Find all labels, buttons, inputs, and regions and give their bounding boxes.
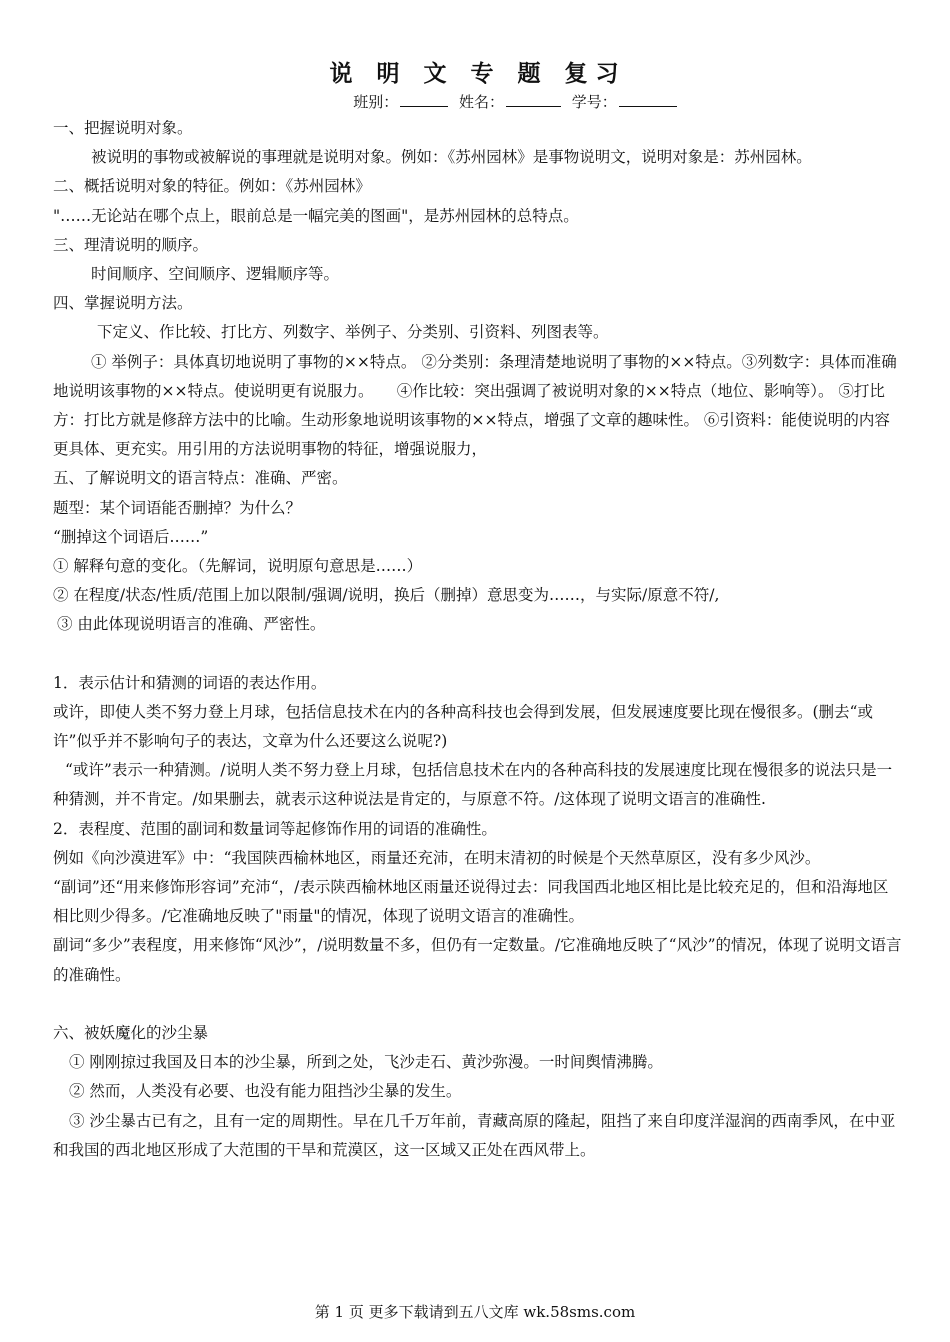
section-6-heading: 六、被妖魔化的沙尘暴 bbox=[53, 1023, 209, 1042]
section-1-body: 被说明的事物或被解说的事理就是说明对象。例如：《苏州园林》是事物说明文，说明对象是：苏州园林。 bbox=[91, 148, 812, 167]
id-label: 学号： bbox=[571, 93, 617, 111]
section-5-heading: 五、了解说明文的语言特点：准确、严密。 bbox=[53, 469, 348, 488]
page-footer: 第 1 页 更多下载请到五八文库 wk.58sms.com bbox=[314, 1303, 636, 1321]
section-6-para-1: ① 刚刚掠过我国及日本的沙尘暴，所到之处，飞沙走石、黄沙弥漫。一时间舆情沸腾。 bbox=[69, 1053, 663, 1072]
section-5-answer: “删掉这个词语后……” bbox=[53, 527, 209, 546]
class-label: 班别： bbox=[353, 93, 399, 111]
section-1-heading: 一、把握说明对象。 bbox=[53, 119, 193, 137]
section-5-question: 题型：某个词语能否删掉？为什么？ bbox=[53, 498, 302, 517]
section-6-para-3: ③ 沙尘暴古已有之，且有一定的周期性。早在几千万年前，青藏高原的隆起，阻挡了来自印度洋湿润的西南季风，在中亚和我国的西北地区形成了大范围的干旱和荒漠区，这一区域又正处在西风带上。 bbox=[53, 1111, 896, 1159]
section-6-para-2: ② 然而，人类没有必要、也没有能力阻挡沙尘暴的发生。 bbox=[69, 1082, 462, 1101]
name-label: 姓名： bbox=[458, 93, 504, 111]
item-2-heading: 2．表程度、范围的副词和数量词等起修饰作用的词语的准确性。 bbox=[53, 819, 497, 838]
name-blank[interactable] bbox=[506, 90, 561, 107]
item-2-example: 例如《向沙漠进军》中：“我国陕西榆林地区，雨量还充沛，在明末清初的时候是个天然草原区，没有多少风沙。 bbox=[53, 848, 821, 867]
item-2-answer-2: 副词“多少”表程度，用来修饰“风沙”，/说明数量不多，但仍有一定数量。/它准确地反映了“风沙”的情况，体现了说明文语言的准确性。 bbox=[53, 936, 902, 984]
item-1-answer: “或许”表示一种猜测。/说明人类不努力登上月球，包括信息技术在内的各种高科技的发展速度比现在慢很多的说法只是一种猜测，并不肯定。/如果删去，就表示这种说法是肯定的，与原意不符。/这体现了说明文语言的准确性. bbox=[53, 761, 893, 809]
section-2-body: "……无论站在哪个点上，眼前总是一幅完美的图画"，是苏州园林的总特点。 bbox=[53, 206, 579, 225]
student-info-line bbox=[133, 90, 903, 114]
section-4-heading: 四、掌握说明方法。 bbox=[53, 294, 193, 313]
class-blank[interactable] bbox=[400, 90, 448, 107]
document-body bbox=[53, 114, 903, 1165]
spacer bbox=[53, 990, 903, 1019]
item-1-example: 或许，即使人类不努力登上月球，包括信息技术在内的各种高科技也会得到发展，但发展速度要比现在慢很多。(删去“或许”似乎并不影响句子的表达，文章为什么还要这么说呢?) bbox=[53, 702, 873, 751]
item-1-heading: 1．表示估计和猜测的词语的表达作用。 bbox=[53, 673, 327, 692]
document-title: 说 明 文 专 题 复习 bbox=[329, 61, 627, 87]
section-5-point-1: ① 解释句意的变化。（先解词，说明原句意思是……） bbox=[53, 557, 423, 576]
section-5-point-3: ③ 由此体现说明语言的准确、严密性。 bbox=[57, 615, 326, 634]
item-2-answer-1: “副词”还“用来修饰形容词”充沛“，/表示陕西榆林地区雨量还说得过去：同我国西北地区相比是比较充足的，但和沿海地区相比则少得多。/它准确地反映了"雨量"的情况，体现了说明文语言的准确性。 bbox=[53, 878, 889, 926]
section-4-detail: ① 举例子：具体真切地说明了事物的××特点。 ②分类别：条理清楚地说明了事物的××特点。③列数字：具体而准确地说明该事物的××特点。使说明更有说服力。 ④作比较：突出强调了被说明对象的××特点（地位、影响等）。 ⑤打比方：打比方就是修辞方法中的比喻。生动形象地说明该事物的××特点，增强了文章的趣味性。 ⑥引资料：能使说明的内容更具体、更充实。用引用的方法说明事物的特征，增强说服力， bbox=[53, 352, 897, 459]
id-blank[interactable] bbox=[619, 90, 677, 107]
section-3-heading: 三、理清说明的顺序。 bbox=[53, 235, 209, 254]
section-5-point-2: ② 在程度/状态/性质/范围上加以限制/强调/说明，换后（删掉）意思变为……，与实际/原意不符/, bbox=[53, 586, 720, 605]
document-page bbox=[53, 58, 903, 1165]
section-4-list: 下定义、作比较、打比方、列数字、举例子、分类别、引资料、列图表等。 bbox=[97, 323, 609, 342]
section-2-heading: 二、概括说明对象的特征。例如：《苏州园林》 bbox=[53, 177, 371, 196]
spacer bbox=[53, 640, 903, 669]
section-3-body: 时间顺序、空间顺序、逻辑顺序等。 bbox=[91, 265, 340, 284]
